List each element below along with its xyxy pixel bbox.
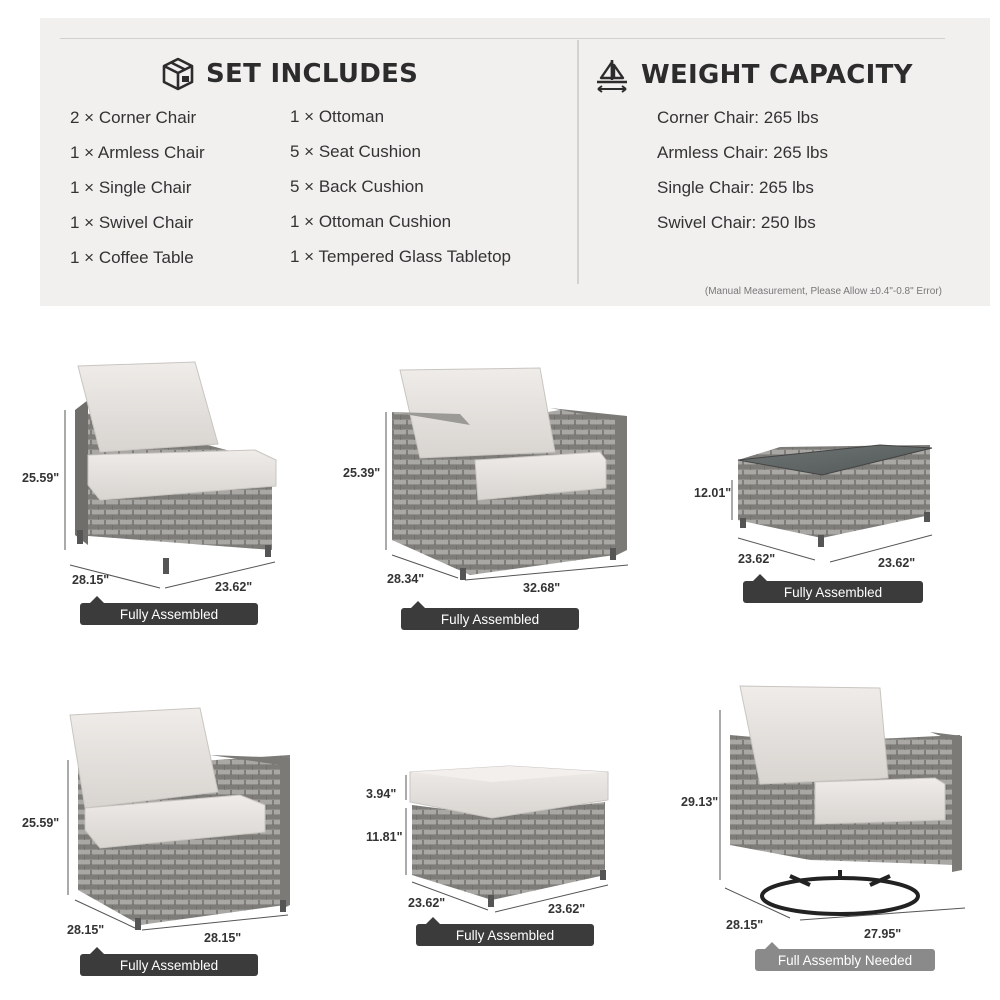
dim-base-height: 11.81" [366, 830, 403, 844]
swivel-chair-image [680, 680, 990, 980]
list-item: 5 × Back Cushion [290, 177, 424, 196]
dim-depth: 28.15" [72, 573, 110, 587]
dim-cushion-height: 3.94" [366, 787, 397, 801]
panel-divider [577, 40, 579, 284]
dim-height: 25.59" [22, 816, 60, 830]
single-chair-figure [330, 340, 660, 640]
badge-fully-assembled: Fully Assembled [401, 608, 579, 630]
dim-height: 25.59" [22, 471, 60, 485]
list-item: Single Chair: 265 lbs [657, 178, 814, 197]
box-icon [160, 56, 196, 92]
corner-chair-figure [0, 700, 300, 990]
list-item: Corner Chair: 265 lbs [657, 108, 819, 127]
set-includes-title: SET INCLUDES [206, 59, 419, 89]
single-chair-image [330, 340, 660, 640]
armless-chair-figure [0, 340, 300, 640]
dim-depth: 23.62" [738, 552, 776, 566]
dim-width: 23.62" [878, 556, 916, 570]
dim-width: 32.68" [523, 581, 561, 595]
weight-list [657, 108, 828, 248]
swivel-chair-figure [680, 680, 990, 980]
dim-height: 29.13" [681, 795, 719, 809]
dim-width: 23.62" [548, 902, 586, 916]
badge-fully-assembled: Fully Assembled [80, 954, 258, 976]
set-list-col2 [290, 107, 511, 282]
list-item: 1 × Tempered Glass Tabletop [290, 247, 511, 266]
badge-fully-assembled: Fully Assembled [416, 924, 594, 946]
badge-fully-assembled: Fully Assembled [80, 603, 258, 625]
dim-width: 27.95" [864, 927, 902, 941]
set-includes-heading [160, 56, 418, 92]
list-item: 1 × Ottoman Cushion [290, 212, 452, 231]
dim-depth: 28.15" [726, 918, 764, 932]
weight-capacity-heading [593, 56, 913, 94]
list-item: 1 × Ottoman [290, 107, 385, 126]
ottoman-image [360, 760, 620, 950]
dim-height: 12.01" [694, 486, 732, 500]
coffee-table-figure [680, 420, 980, 610]
dim-width: 23.62" [215, 580, 253, 594]
list-item: 1 × Armless Chair [70, 143, 205, 162]
list-item: 1 × Single Chair [70, 178, 192, 197]
armless-chair-image [0, 340, 300, 640]
dim-depth: 28.15" [67, 923, 105, 937]
measurement-note: (Manual Measurement, Please Allow ±0.4"-0.8" Error) [704, 286, 942, 297]
list-item: Swivel Chair: 250 lbs [657, 213, 816, 232]
panel-top-rule [60, 38, 945, 39]
dim-depth: 28.34" [387, 572, 425, 586]
list-item: 1 × Swivel Chair [70, 213, 194, 232]
list-item: Armless Chair: 265 lbs [657, 143, 829, 162]
scale-icon [593, 56, 631, 94]
ottoman-figure [360, 760, 620, 950]
corner-chair-image [0, 700, 300, 990]
list-item: 1 × Coffee Table [70, 248, 194, 267]
set-list-col1 [70, 108, 205, 283]
dim-width: 28.15" [204, 931, 242, 945]
list-item: 5 × Seat Cushion [290, 142, 421, 161]
dim-height: 25.39" [343, 466, 381, 480]
badge-fully-assembled: Fully Assembled [743, 581, 923, 603]
dim-depth: 23.62" [408, 896, 446, 910]
list-item: 2 × Corner Chair [70, 108, 197, 127]
weight-capacity-title: WEIGHT CAPACITY [641, 60, 913, 90]
badge-full-assembly-needed: Full Assembly Needed [755, 949, 935, 971]
info-panel [40, 18, 990, 306]
